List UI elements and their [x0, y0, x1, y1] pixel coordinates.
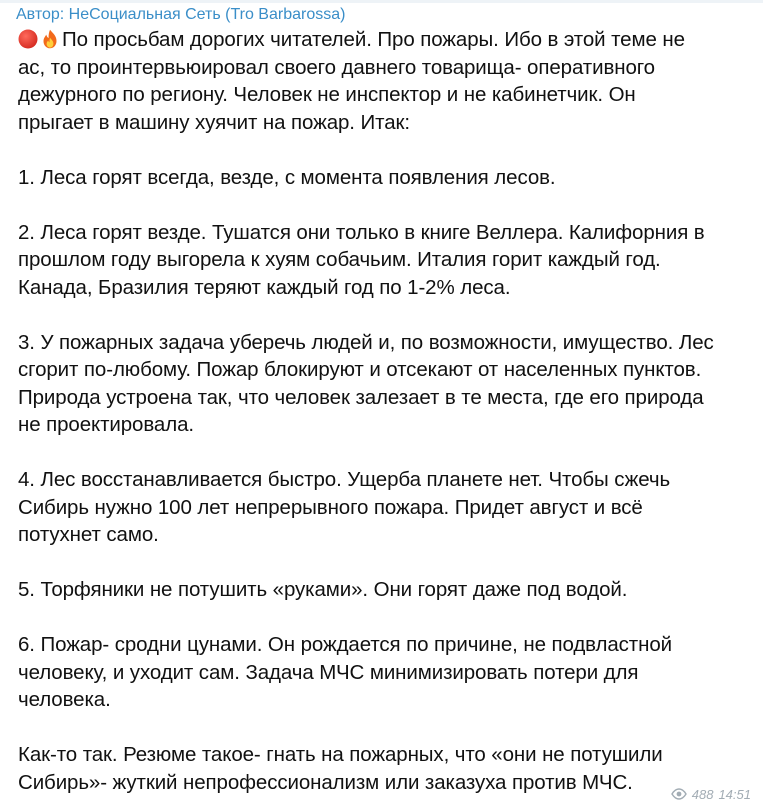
fire-icon	[40, 29, 60, 49]
message-text	[18, 26, 753, 807]
point-line: Сибирь нужно 100 лет непрерывного пожара. Придет август и всё	[18, 495, 643, 519]
point-6	[18, 631, 753, 714]
intro-line-4: прыгает в машину хуячит на пожар. Итак:	[18, 110, 410, 134]
point-line: Канада, Бразилия теряют каждый год по 1-2% леса.	[18, 275, 511, 299]
red-circle-icon	[18, 29, 38, 49]
intro-line-2: ас, то проинтервьюировал своего давнего товарища- оперативного	[18, 55, 655, 79]
point-4	[18, 466, 753, 549]
summary-line: Как-то так. Резюме такое- гнать на пожарных, что «они не потушили	[18, 743, 663, 766]
point-1	[18, 164, 753, 192]
point-line: 2. Леса горят везде. Тушатся они только в книге Веллера. Калифорния в	[18, 220, 705, 244]
point-line: не проектировала.	[18, 413, 194, 436]
top-divider	[0, 0, 763, 3]
point-5	[18, 576, 753, 604]
point-line: 4. Лес восстанавливается быстро. Ущерба планете нет. Чтобы сжечь	[18, 468, 671, 491]
intro-line-1	[18, 26, 753, 54]
intro-line-3: дежурного по региону. Человек не инспектор и не кабинетчик. Он	[18, 83, 636, 106]
point-3	[18, 329, 753, 439]
author-link[interactable]: Автор: НеСоциальная Сеть (Tro Barbarossa)	[16, 6, 346, 23]
point-line: сгорит по-любому. Пожар блокируют и отсекают от населенных пунктов.	[18, 358, 702, 381]
point-line: человеку, и уходит сам. Задача МЧС минимизировать потери для	[18, 660, 639, 684]
point-line: 6. Пожар- сродни цунами. Он рождается по причине, не подвластной	[18, 633, 672, 656]
point-line: потухнет само.	[18, 523, 159, 546]
point-line: прошлом году выгорела к хуям собачьим. Италия горит каждый год.	[18, 248, 661, 271]
eye-icon	[671, 788, 687, 800]
point-line: 1. Леса горят всегда, везде, с момента появления лесов.	[18, 165, 556, 189]
message-time: 14:51	[718, 786, 751, 802]
message-meta	[671, 784, 751, 804]
intro-paragraph	[18, 26, 753, 136]
views-count: 488	[691, 786, 714, 802]
point-line: человека.	[18, 688, 111, 711]
summary-line: Сибирь»- жуткий непрофессионализм или заказуха против МЧС.	[18, 770, 633, 794]
summary-paragraph	[18, 741, 753, 796]
point-2	[18, 219, 753, 302]
point-line: 5. Торфяники не потушить «руками». Они горят даже под водой.	[18, 578, 628, 601]
intro-text-1: По просьбам дорогих читателей. Про пожары. Ибо в этой теме не	[62, 28, 685, 51]
point-line: Природа устроена так, что человек залезает в те места, где его природа	[18, 385, 704, 409]
point-line: 3. У пожарных задача уберечь людей и, по возможности, имущество. Лес	[18, 330, 714, 354]
